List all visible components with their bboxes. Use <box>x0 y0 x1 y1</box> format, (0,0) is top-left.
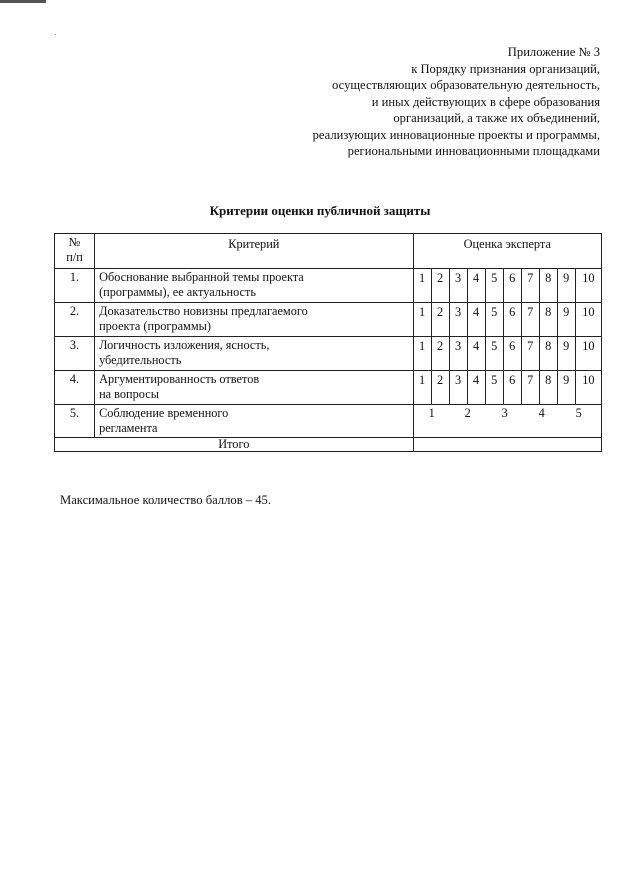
criterion-line: Аргументированность ответов <box>99 372 260 386</box>
header-line: региональными инновационными площадками <box>347 144 600 158</box>
score-cell: 9 <box>557 303 575 337</box>
num-header-line1: № <box>68 235 81 249</box>
scan-dot <box>55 34 56 35</box>
table-row <box>55 269 602 303</box>
score-cell: 10 <box>575 371 601 405</box>
score-cell: 4 <box>467 371 485 405</box>
table-row <box>55 303 602 337</box>
score-value: 1 <box>428 406 435 420</box>
score-cell: 6 <box>503 303 521 337</box>
time-score-cell <box>413 405 601 438</box>
table-row <box>55 405 602 438</box>
criterion-text <box>95 371 414 405</box>
header-line: осуществляющих образовательную деятельность, <box>332 78 600 92</box>
score-value: 3 <box>501 406 508 420</box>
score-cell: 8 <box>539 303 557 337</box>
criterion-text <box>95 303 414 337</box>
num-header <box>55 234 95 269</box>
score-cell: 4 <box>467 269 485 303</box>
score-cell: 4 <box>467 303 485 337</box>
criterion-line: (программы), ее актуальность <box>99 285 256 299</box>
criterion-line: убедительность <box>99 353 182 367</box>
table-header-row <box>55 234 602 269</box>
score-cell: 9 <box>557 371 575 405</box>
score-cell: 5 <box>485 269 503 303</box>
header-line: и иных действующих в сфере образования <box>371 94 600 109</box>
score-cell: 3 <box>449 269 467 303</box>
table-row <box>55 337 602 371</box>
document-title: Критерии оценки публичной защиты <box>209 203 431 218</box>
score-cell: 6 <box>503 337 521 371</box>
score-cell: 1 <box>413 269 431 303</box>
score-cell: 1 <box>413 337 431 371</box>
score-cell: 5 <box>485 337 503 371</box>
score-cell: 8 <box>539 371 557 405</box>
score-cell: 7 <box>521 371 539 405</box>
score-cell: 2 <box>431 303 449 337</box>
appendix-header <box>240 44 600 160</box>
score-cell: 1 <box>413 303 431 337</box>
row-number: 1. <box>55 269 95 303</box>
criterion-line: на вопросы <box>99 387 159 401</box>
score-cell: 3 <box>449 303 467 337</box>
header-line: к Порядку признания организаций, <box>411 61 600 76</box>
score-cell: 10 <box>575 303 601 337</box>
score-cell: 5 <box>485 303 503 337</box>
criterion-line: проекта (программы) <box>99 319 211 333</box>
total-label: Итого <box>55 438 414 452</box>
row-number: 4. <box>55 371 95 405</box>
score-cell: 2 <box>431 337 449 371</box>
expert-score-header: Оценка эксперта <box>413 234 601 269</box>
criterion-line: Логичность изложения, ясность, <box>99 338 270 352</box>
score-cell: 6 <box>503 269 521 303</box>
score-cell: 3 <box>449 371 467 405</box>
criterion-line: Обоснование выбранной темы проекта <box>99 270 304 284</box>
score-cell: 10 <box>575 337 601 371</box>
score-cell: 8 <box>539 269 557 303</box>
criterion-text <box>95 269 414 303</box>
row-number: 3. <box>55 337 95 371</box>
table-row <box>55 371 602 405</box>
score-cell: 2 <box>431 269 449 303</box>
score-cell: 7 <box>521 337 539 371</box>
score-cell: 7 <box>521 303 539 337</box>
score-cell: 9 <box>557 337 575 371</box>
score-value: 2 <box>464 406 471 420</box>
score-cell: 2 <box>431 371 449 405</box>
score-value: 4 <box>538 406 545 420</box>
scan-artifact <box>0 0 46 3</box>
num-header-line2: п/п <box>66 250 83 264</box>
criterion-text <box>95 337 414 371</box>
criterion-line: Соблюдение временного <box>99 406 229 420</box>
criterion-line: Доказательство новизны предлагаемого <box>99 304 308 318</box>
score-cell: 8 <box>539 337 557 371</box>
score-cell: 5 <box>485 371 503 405</box>
score-cell: 3 <box>449 337 467 371</box>
criteria-header: Критерий <box>95 234 414 269</box>
criterion-text <box>95 405 414 438</box>
score-cell: 7 <box>521 269 539 303</box>
header-line: организаций, а также их объединений, <box>393 111 600 125</box>
score-cell: 4 <box>467 337 485 371</box>
score-cell: 1 <box>413 371 431 405</box>
total-value-cell <box>413 438 601 452</box>
max-score-note: Максимальное количество баллов – 45. <box>60 493 271 507</box>
criteria-table <box>54 233 602 452</box>
score-value: 5 <box>575 406 582 420</box>
row-number: 2. <box>55 303 95 337</box>
header-line: реализующих инновационные проекты и программы, <box>312 127 600 142</box>
criterion-line: регламента <box>99 421 158 435</box>
score-cell: 10 <box>575 269 601 303</box>
row-number: 5. <box>55 405 95 438</box>
score-cell: 9 <box>557 269 575 303</box>
header-line: Приложение № 3 <box>507 45 600 59</box>
score-cell: 6 <box>503 371 521 405</box>
total-row <box>55 438 602 452</box>
